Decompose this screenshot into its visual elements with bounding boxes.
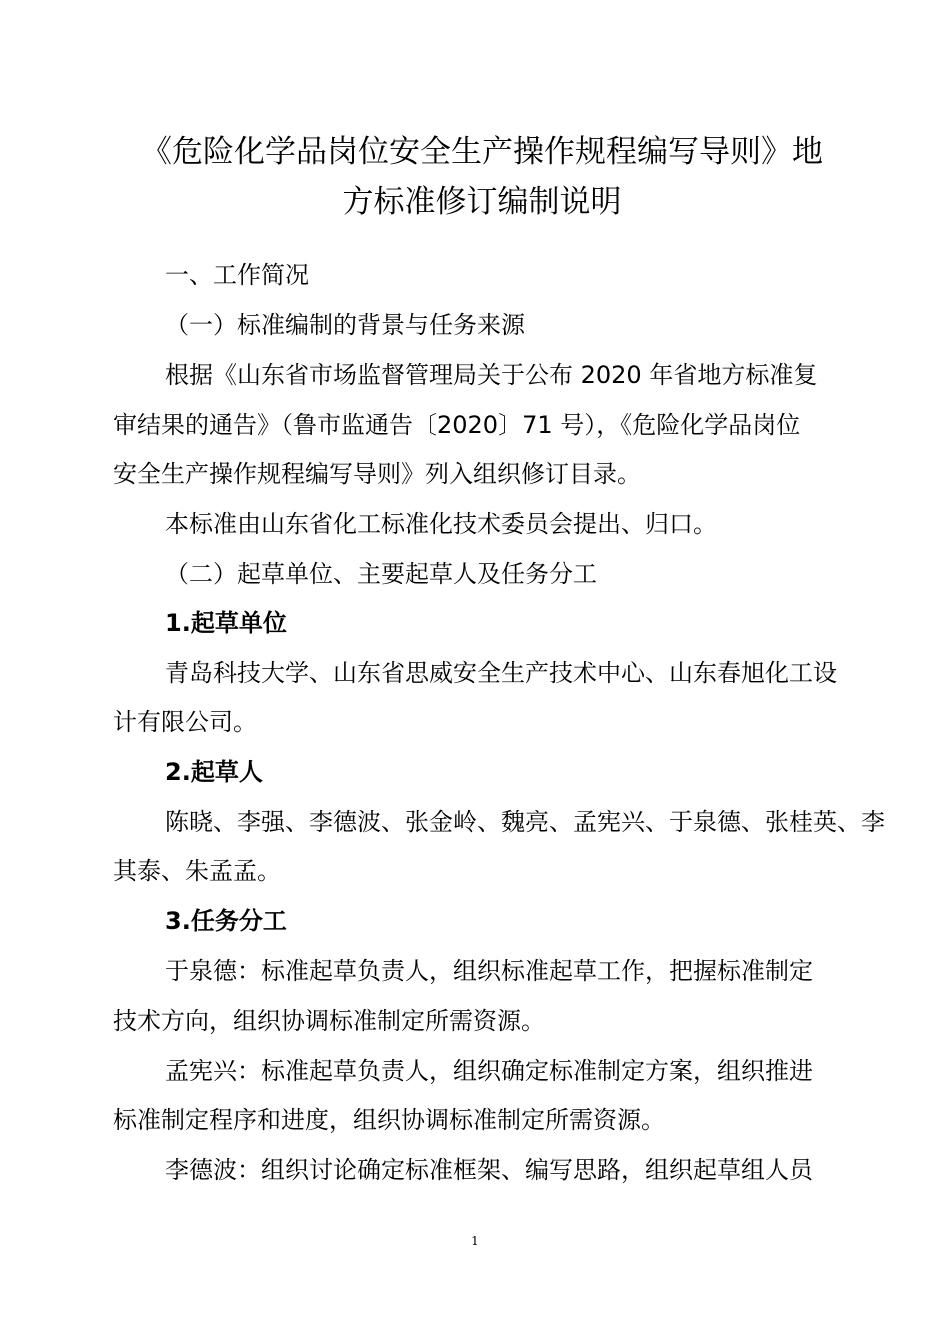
document-title-line-1: 《危险化学品岗位安全生产操作规程编写导则》地 [141, 134, 823, 170]
subsection-heading-drafting: （二）起草单位、主要起草人及任务分工 [165, 560, 597, 588]
page-number: 1 [471, 1234, 479, 1248]
paragraph-background-line-1: 根据《山东省市场监督管理局关于公布 2020 年省地方标准复 [165, 361, 818, 389]
item-heading-drafters: 2.起草人 [165, 758, 263, 786]
subsection-heading-background: （一）标准编制的背景与任务来源 [165, 311, 525, 339]
paragraph-drafters-line-1: 陈晓、李强、李德波、张金岭、魏亮、孟宪兴、于泉德、张桂英、李 [165, 808, 885, 836]
paragraph-task-2-line-1: 孟宪兴：标准起草负责人，组织确定标准制定方案，组织推进 [165, 1057, 813, 1085]
paragraph-drafting-units-line-1: 青岛科技大学、山东省思威安全生产技术中心、山东春旭化工设 [165, 659, 837, 687]
document-title-line-2: 方标准修订编制说明 [342, 184, 622, 220]
paragraph-task-1-line-2: 技术方向，组织协调标准制定所需资源。 [113, 1007, 545, 1035]
paragraph-drafting-units-line-2: 计有限公司。 [113, 708, 257, 736]
item-heading-drafting-units: 1.起草单位 [165, 609, 287, 637]
paragraph-background-line-3: 安全生产操作规程编写导则》列入组织修订目录。 [113, 460, 641, 488]
paragraph-task-3-line-1: 李德波：组织讨论确定标准框架、编写思路，组织起草组人员 [165, 1156, 813, 1184]
paragraph-proposer: 本标准由山东省化工标准化技术委员会提出、归口。 [165, 510, 717, 538]
paragraph-task-2-line-2: 标准制定程序和进度，组织协调标准制定所需资源。 [113, 1106, 665, 1134]
paragraph-background-line-2: 审结果的通告》（鲁市监通告〔2020〕71 号），《危险化学品岗位 [113, 411, 801, 439]
section-heading-work-overview: 一、工作简况 [165, 261, 309, 289]
paragraph-drafters-line-2: 其泰、朱孟孟。 [113, 857, 281, 885]
item-heading-task-division: 3.任务分工 [165, 907, 287, 935]
paragraph-task-1-line-1: 于泉德：标准起草负责人，组织标准起草工作，把握标准制定 [165, 957, 813, 985]
